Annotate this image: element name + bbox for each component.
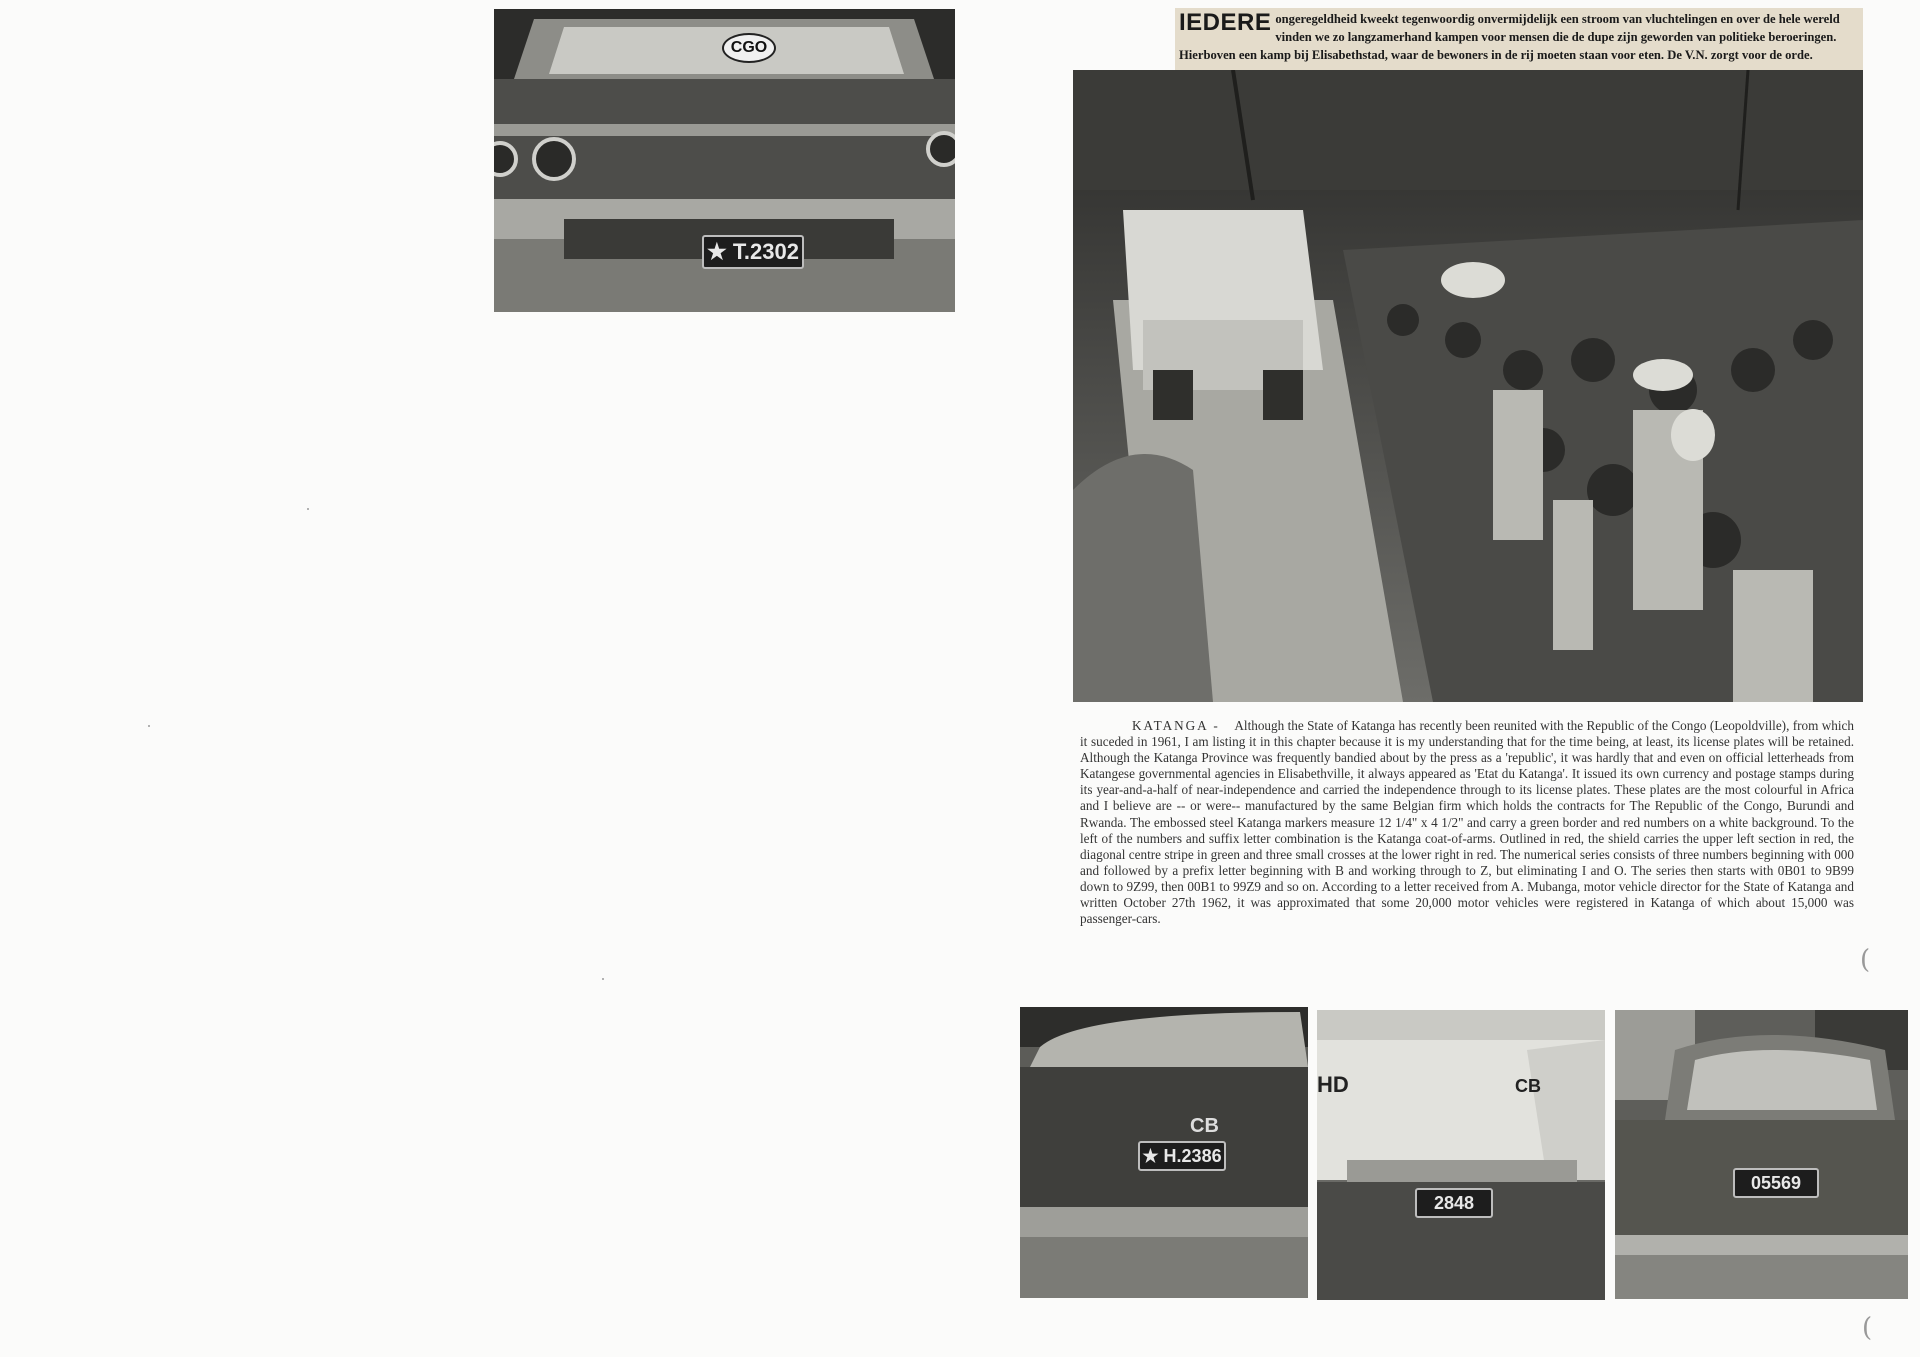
license-plate: 2848 [1415,1188,1493,1218]
article-heading: KATANGA - [1132,718,1220,733]
photo-chevrolet-rear [494,9,955,312]
cb-badge: CB [1515,1076,1541,1096]
hd-badge: HD [1317,1072,1349,1097]
license-plate: ★ H.2386 [1138,1141,1226,1171]
car-illustration [1317,1010,1605,1300]
paper-speck [602,978,604,980]
license-plate: ★ T.2302 [702,235,804,269]
clipping-lead-word: IEDERE [1179,9,1272,36]
cb-badge: CB [1190,1115,1219,1137]
article-text: Although the State of Katanga has recently been reunited with the Republic of the Congo (Leopoldville), from which it suceded in 1961, I am listing it in this chapter because it is my understanding that for the time being, at least, its license plates will be retained. Although the Katanga Province was frequently bandied about by the press as a 'republic', it was hardly that and even on official letterheads from Katangese governmental agencies in Elisabethville, it always appeared as 'Etat du Katanga'. It issued its own currency and postage stamps during its year-and-a-half of near-independence and carried the independence through to its license plates. These plates are the most colourful in Africa and I believe are -- or were-- manufactured by the same Belgian firm which holds the contracts for The Republic of the Congo, Burundi and Rwanda. The embossed steel Katanga markers measure 12 1/4" x 4 1/2" and carry a green border and red numbers on a white background. To the left of the numbers and suffix letter combination is the Katanga coat-of-arms. Outlined in red, the shield carries the upper left section in red, the diagonal centre stripe in green and three small crosses at the lower right in red. The numerical series consists of three numbers beginning with 000 and followed by a prefix letter beginning with B and working through to Z, but eliminating I and O. The series then starts with 0B01 to 9B99 down to 9Z99, then 00B1 to 99Z9 and so on. According to a letter received from A. Mubanga, motor vehicle director for the State of Katanga and written October 27th 1962, it was approximated that some 20,000 motor vehicles were registered in Katanga of which about 15,000 was passenger-cars. [1080,718,1854,927]
paper-speck [307,508,309,510]
paper-speck [148,725,150,727]
clipping-text: ongeregeldheid kweekt tegenwoordig onvermijdelijk een stroom van vluchtelingen en over de hele wereld vinden we zo langzamerhand kampen voor mensen die de dupe zijn geworden van politieke beroeringen. Hierboven een kamp bij Elisabethstad, waar de bewoners in de rij moeten staan voor eten. De V.N. zorgt voor de orde. [1179,12,1840,62]
photo-car-rear-05569 [1615,1010,1908,1299]
margin-mark: ( [1862,1313,1873,1343]
crowd-illustration [1073,70,1863,702]
photo-car-rear-h2386 [1020,1007,1308,1298]
margin-mark: ( [1860,945,1871,975]
photo-refugee-camp-crowd [1073,70,1863,702]
license-plate: 05569 [1733,1168,1819,1198]
article-body [1080,718,1854,927]
car-illustration [1615,1010,1908,1299]
cgo-sticker: CGO [722,33,776,63]
photo-car-rear-cb [1317,1010,1605,1300]
newspaper-clipping [1175,8,1863,70]
